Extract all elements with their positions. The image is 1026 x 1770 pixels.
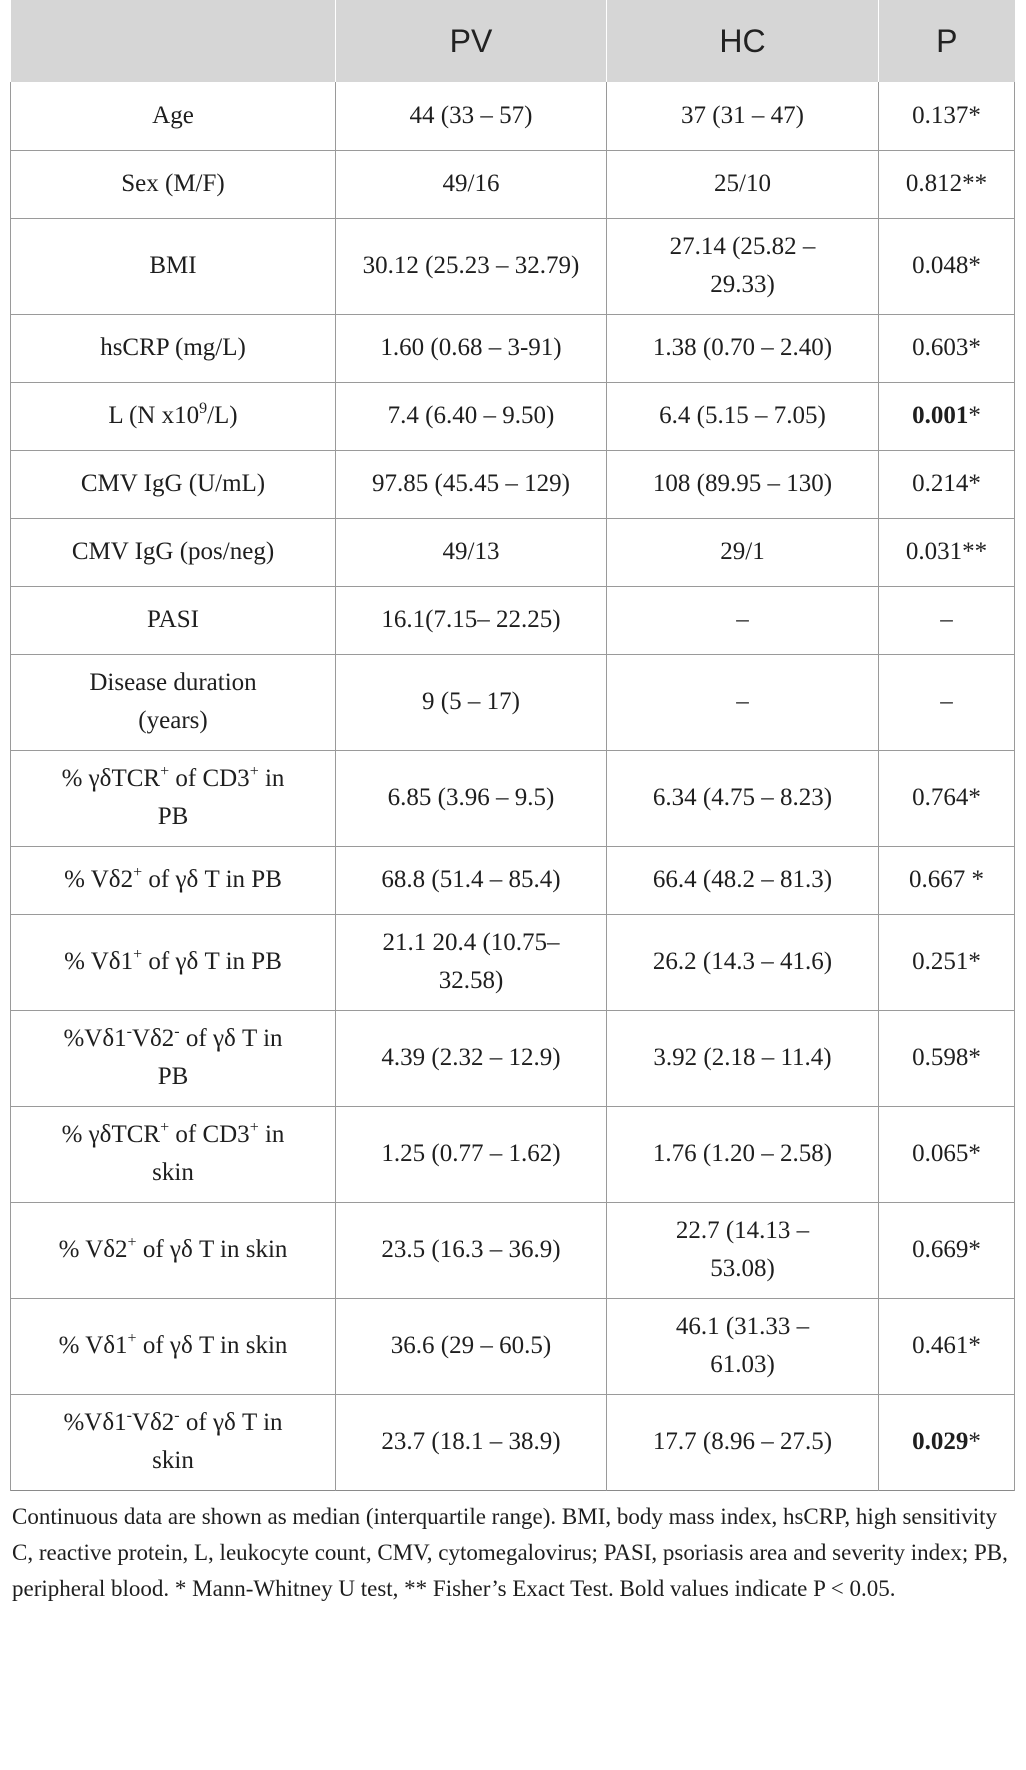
table-row xyxy=(11,518,1015,586)
cell-p: 0.667 * xyxy=(879,846,1015,914)
table-row xyxy=(11,586,1015,654)
cell-hc: 1.76 (1.20 – 2.58) xyxy=(607,1106,879,1202)
table-body xyxy=(11,82,1015,1490)
header-row xyxy=(11,0,1015,82)
row-label: % Vδ2+ of γδ T in skin xyxy=(11,1202,336,1298)
cell-p: 0.812** xyxy=(879,150,1015,218)
row-label: Disease duration (years) xyxy=(11,654,336,750)
cell-hc: 1.38 (0.70 – 2.40) xyxy=(607,314,879,382)
header-pv: PV xyxy=(336,0,607,82)
table-header xyxy=(11,0,1015,82)
cell-p: 0.461* xyxy=(879,1298,1015,1394)
row-label: %Vδ1-Vδ2- of γδ T in skin xyxy=(11,1394,336,1490)
cell-pv: 30.12 (25.23 – 32.79) xyxy=(336,218,607,314)
header-p: P xyxy=(879,0,1015,82)
cell-hc: 25/10 xyxy=(607,150,879,218)
cell-hc: 27.14 (25.82 – 29.33) xyxy=(607,218,879,314)
cell-pv: 44 (33 – 57) xyxy=(336,82,607,150)
cell-pv: 1.25 (0.77 – 1.62) xyxy=(336,1106,607,1202)
cell-p: – xyxy=(879,654,1015,750)
table-container xyxy=(10,0,1014,1607)
cell-pv: 7.4 (6.40 – 9.50) xyxy=(336,382,607,450)
cell-pv: 97.85 (45.45 – 129) xyxy=(336,450,607,518)
cell-hc: 6.34 (4.75 – 8.23) xyxy=(607,750,879,846)
table-row xyxy=(11,654,1015,750)
table-row xyxy=(11,218,1015,314)
comparison-table xyxy=(10,0,1015,1491)
row-label: %Vδ1-Vδ2- of γδ T in PB xyxy=(11,1010,336,1106)
table-row xyxy=(11,914,1015,1010)
cell-pv: 49/13 xyxy=(336,518,607,586)
table-footnote: Continuous data are shown as median (interquartile range). BMI, body mass index, hsCRP, high sensitivity C, reactive protein, L, leukocyte count, CMV, cytomegalovirus; PASI, psoriasis area and severity index; PB, peripheral blood. * Mann-Whitney U test, ** Fisher’s Exact Test. Bold values indicate P < 0.05. xyxy=(12,1503,1008,1601)
cell-hc: – xyxy=(607,586,879,654)
cell-pv: 68.8 (51.4 – 85.4) xyxy=(336,846,607,914)
cell-p: 0.048* xyxy=(879,218,1015,314)
cell-p: 0.065* xyxy=(879,1106,1015,1202)
cell-hc: 17.7 (8.96 – 27.5) xyxy=(607,1394,879,1490)
cell-p: 0.598* xyxy=(879,1010,1015,1106)
row-label: % Vδ2+ of γδ T in PB xyxy=(11,846,336,914)
cell-p: 0.214* xyxy=(879,450,1015,518)
cell-pv: 49/16 xyxy=(336,150,607,218)
cell-hc: 26.2 (14.3 – 41.6) xyxy=(607,914,879,1010)
table-row xyxy=(11,750,1015,846)
cell-hc: 66.4 (48.2 – 81.3) xyxy=(607,846,879,914)
cell-hc: – xyxy=(607,654,879,750)
cell-pv: 1.60 (0.68 – 3-91) xyxy=(336,314,607,382)
cell-p: 0.603* xyxy=(879,314,1015,382)
header-hc: HC xyxy=(607,0,879,82)
table-row xyxy=(11,82,1015,150)
row-label: Age xyxy=(11,82,336,150)
cell-pv: 21.1 20.4 (10.75– 32.58) xyxy=(336,914,607,1010)
table-row xyxy=(11,846,1015,914)
cell-hc: 46.1 (31.33 – 61.03) xyxy=(607,1298,879,1394)
row-label: % γδTCR+ of CD3+ in PB xyxy=(11,750,336,846)
cell-hc: 6.4 (5.15 – 7.05) xyxy=(607,382,879,450)
row-label: % Vδ1+ of γδ T in skin xyxy=(11,1298,336,1394)
cell-p: 0.251* xyxy=(879,914,1015,1010)
table-row xyxy=(11,1394,1015,1490)
cell-p: – xyxy=(879,586,1015,654)
table-row xyxy=(11,1010,1015,1106)
table-row xyxy=(11,314,1015,382)
cell-hc: 37 (31 – 47) xyxy=(607,82,879,150)
table-row xyxy=(11,1202,1015,1298)
cell-pv: 36.6 (29 – 60.5) xyxy=(336,1298,607,1394)
row-label: CMV IgG (pos/neg) xyxy=(11,518,336,586)
header-empty xyxy=(11,0,336,82)
cell-p: 0.669* xyxy=(879,1202,1015,1298)
row-label: % γδTCR+ of CD3+ in skin xyxy=(11,1106,336,1202)
cell-pv: 9 (5 – 17) xyxy=(336,654,607,750)
cell-p: 0.031** xyxy=(879,518,1015,586)
cell-hc: 22.7 (14.13 – 53.08) xyxy=(607,1202,879,1298)
cell-p: 0.137* xyxy=(879,82,1015,150)
row-label: PASI xyxy=(11,586,336,654)
cell-hc: 108 (89.95 – 130) xyxy=(607,450,879,518)
cell-hc: 3.92 (2.18 – 11.4) xyxy=(607,1010,879,1106)
table-row xyxy=(11,1298,1015,1394)
row-label: Sex (M/F) xyxy=(11,150,336,218)
row-label: % Vδ1+ of γδ T in PB xyxy=(11,914,336,1010)
cell-pv: 6.85 (3.96 – 9.5) xyxy=(336,750,607,846)
table-row xyxy=(11,1106,1015,1202)
cell-hc: 29/1 xyxy=(607,518,879,586)
cell-pv: 4.39 (2.32 – 12.9) xyxy=(336,1010,607,1106)
cell-pv: 16.1(7.15– 22.25) xyxy=(336,586,607,654)
row-label: CMV IgG (U/mL) xyxy=(11,450,336,518)
cell-p: 0.029* xyxy=(879,1394,1015,1490)
table-row xyxy=(11,150,1015,218)
table-row xyxy=(11,450,1015,518)
row-label: BMI xyxy=(11,218,336,314)
row-label: hsCRP (mg/L) xyxy=(11,314,336,382)
cell-pv: 23.7 (18.1 – 38.9) xyxy=(336,1394,607,1490)
cell-p: 0.001* xyxy=(879,382,1015,450)
cell-pv: 23.5 (16.3 – 36.9) xyxy=(336,1202,607,1298)
cell-p: 0.764* xyxy=(879,750,1015,846)
row-label: L (N $x10^9/L$) xyxy=(11,382,336,450)
table-row xyxy=(11,382,1015,450)
